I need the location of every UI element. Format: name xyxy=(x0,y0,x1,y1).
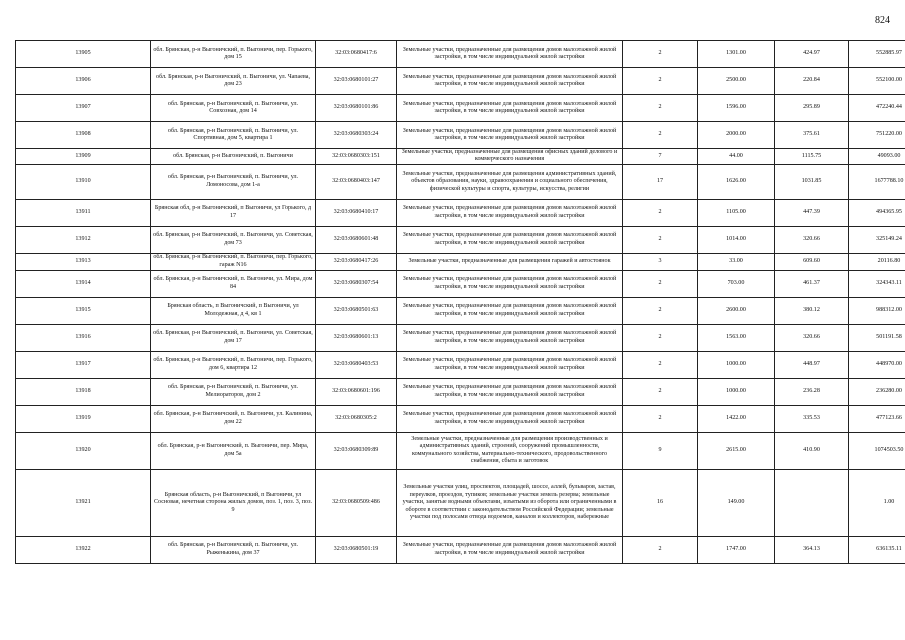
cadastral-value-cell: 448970.00 xyxy=(849,351,905,378)
category-cell: 2 xyxy=(623,405,698,432)
address-cell: обл. Брянская, р-н Выгоничский, п. Выгоничи, ул. Советская, дом 73 xyxy=(151,226,316,253)
address-cell: обл. Брянская, р-н Выгоничский, п. Выгоничи, ул. Мелиораторов, дом 2 xyxy=(151,378,316,405)
specific-value-cell: 295.89 xyxy=(775,95,849,122)
specific-value-cell: 410.90 xyxy=(775,432,849,469)
cadastral-number-cell: 32:03:0680307:54 xyxy=(316,270,397,297)
cadastral-value-cell: 636135.11 xyxy=(849,536,905,563)
area-cell: 1105.00 xyxy=(698,199,775,226)
cadastral-number-cell: 32:03:0680101:27 xyxy=(316,68,397,95)
specific-value-cell xyxy=(775,469,849,536)
land-use-cell: Земельные участки, предназначенные для размещения домов малоэтажной жилой застройки, в том числе индивидуальной жилой застройки xyxy=(397,324,623,351)
cadastral-number-cell: 32:03:0680309:89 xyxy=(316,432,397,469)
cadastral-number-cell: 32:03:0680101:86 xyxy=(316,95,397,122)
land-use-cell: Земельные участки улиц, проспектов, площадей, шоссе, аллей, бульваров, застав, переулков, проездов, тупиков; земельные участки земель резерва; земельные участки, занятые водными объектами, изъятыми из оборота или ограниченными в обороте в соответствии с законодательством Российской Федерации; земельные участки под полосами отвода водоемов, каналов и коллекторов, набережные xyxy=(397,469,623,536)
address-cell: обл. Брянская, р-н Выгоничский, п. Выгоничи, пер. Мира, дом 5а xyxy=(151,432,316,469)
address-cell: обл. Брянская, р-н Выгоничский, п. Выгоничи, пер. Горького, дом 6, квартира 12 xyxy=(151,351,316,378)
land-use-cell: Земельные участки, предназначенные для размещения домов малоэтажной жилой застройки, в том числе индивидуальной жилой застройки xyxy=(397,68,623,95)
land-use-cell: Земельные участки, предназначенные для размещения домов малоэтажной жилой застройки, в том числе индивидуальной жилой застройки xyxy=(397,226,623,253)
table-row xyxy=(16,199,905,226)
cadastral-value-cell: 20116.80 xyxy=(849,253,905,270)
cadastral-number-cell: 32:03:0680601:13 xyxy=(316,324,397,351)
land-use-cell: Земельные участки, предназначенные для размещения домов малоэтажной жилой застройки, в том числе индивидуальной жилой застройки xyxy=(397,351,623,378)
specific-value-cell: 1115.75 xyxy=(775,149,849,165)
specific-value-cell: 448.97 xyxy=(775,351,849,378)
cadastral-value-table xyxy=(15,40,905,564)
address-cell: обл. Брянская, р-н Выгоничский, п. Выгоничи, ул. Мира, дом 84 xyxy=(151,270,316,297)
area-cell: 2500.00 xyxy=(698,68,775,95)
cadastral-value-cell: 1677788.10 xyxy=(849,164,905,199)
specific-value-cell: 236.28 xyxy=(775,378,849,405)
cadastral-value-cell: 236280.00 xyxy=(849,378,905,405)
cadastral-value-cell: 49093.00 xyxy=(849,149,905,165)
table-row xyxy=(16,536,905,563)
address-cell: обл. Брянская, р-н Выгоничский, п. Выгоничи, ул. Ломоносова, дом 1-а xyxy=(151,164,316,199)
category-cell: 2 xyxy=(623,270,698,297)
cadastral-number-cell: 32:03:0680417:26 xyxy=(316,253,397,270)
cadastral-number-cell: 32:03:0680601:196 xyxy=(316,378,397,405)
land-use-cell: Земельные участки, предназначенные для размещения домов малоэтажной жилой застройки, в том числе индивидуальной жилой застройки xyxy=(397,95,623,122)
area-cell: 1301.00 xyxy=(698,41,775,68)
row-number-cell: 13911 xyxy=(16,199,151,226)
specific-value-cell: 380.12 xyxy=(775,297,849,324)
specific-value-cell: 335.53 xyxy=(775,405,849,432)
area-cell: 2615.00 xyxy=(698,432,775,469)
land-use-cell: Земельные участки, предназначенные для размещения домов малоэтажной жилой застройки, в том числе индивидуальной жилой застройки xyxy=(397,297,623,324)
cadastral-value-cell: 1074503.50 xyxy=(849,432,905,469)
table-row xyxy=(16,164,905,199)
row-number-cell: 13906 xyxy=(16,68,151,95)
row-number-cell: 13909 xyxy=(16,149,151,165)
cadastral-value-cell: 477123.66 xyxy=(849,405,905,432)
land-use-cell: Земельные участки, предназначенные для размещения домов малоэтажной жилой застройки, в том числе индивидуальной жилой застройки xyxy=(397,270,623,297)
cadastral-value-cell: 751220.00 xyxy=(849,122,905,149)
row-number-cell: 13915 xyxy=(16,297,151,324)
cadastral-value-cell: 324343.11 xyxy=(849,270,905,297)
cadastral-value-cell: 325149.24 xyxy=(849,226,905,253)
row-number-cell: 13922 xyxy=(16,536,151,563)
cadastral-number-cell: 32:03:0680303:151 xyxy=(316,149,397,165)
row-number-cell: 13918 xyxy=(16,378,151,405)
cadastral-number-cell: 32:03:0680501:19 xyxy=(316,536,397,563)
specific-value-cell: 375.61 xyxy=(775,122,849,149)
land-use-cell: Земельные участки, предназначенные для размещения домов малоэтажной жилой застройки, в том числе индивидуальной жилой застройки xyxy=(397,536,623,563)
category-cell: 2 xyxy=(623,226,698,253)
area-cell: 1747.00 xyxy=(698,536,775,563)
category-cell: 2 xyxy=(623,122,698,149)
area-cell: 1014.00 xyxy=(698,226,775,253)
row-number-cell: 13905 xyxy=(16,41,151,68)
row-number-cell: 13908 xyxy=(16,122,151,149)
page-number: 824 xyxy=(875,15,890,26)
row-number-cell: 13907 xyxy=(16,95,151,122)
row-number-cell: 13920 xyxy=(16,432,151,469)
land-use-cell: Земельные участки, предназначенные для размещения домов малоэтажной жилой застройки, в том числе индивидуальной жилой застройки xyxy=(397,41,623,68)
table-row xyxy=(16,297,905,324)
land-use-cell: Земельные участки, предназначенные для размещения домов малоэтажной жилой застройки, в том числе индивидуальной жилой застройки xyxy=(397,122,623,149)
area-cell: 1563.00 xyxy=(698,324,775,351)
land-use-cell: Земельные участки, предназначенные для размещения производственных и административных зданий, строений, сооружений промышленности, коммунального хозяйства, материально-технического, продовольственного снабжения, сбыта и заготовок xyxy=(397,432,623,469)
land-use-cell: Земельные участки, предназначенные для размещения домов малоэтажной жилой застройки, в том числе индивидуальной жилой застройки xyxy=(397,405,623,432)
area-cell: 1000.00 xyxy=(698,351,775,378)
cadastral-number-cell: 32:03:0680417:6 xyxy=(316,41,397,68)
address-cell: обл. Брянская, р-н Выгоничский, п. Выгоничи, ул. Спортивная, дом 5, квартира 1 xyxy=(151,122,316,149)
specific-value-cell: 1031.85 xyxy=(775,164,849,199)
cadastral-number-cell: 32:03:0680403:147 xyxy=(316,164,397,199)
category-cell: 2 xyxy=(623,95,698,122)
area-cell: 1000.00 xyxy=(698,378,775,405)
specific-value-cell: 447.39 xyxy=(775,199,849,226)
area-cell: 149.00 xyxy=(698,469,775,536)
category-cell: 2 xyxy=(623,199,698,226)
table-row xyxy=(16,469,905,536)
row-number-cell: 13910 xyxy=(16,164,151,199)
land-use-cell: Земельные участки, предназначенные для размещения гаражей и автостоянок xyxy=(397,253,623,270)
address-cell: Брянская обл, р-н Выгоничский, п Выгоничи, ул Горького, д 17 xyxy=(151,199,316,226)
address-cell: обл. Брянская, р-н Выгоничский, п. Выгоничи, ул. Советская, дом 17 xyxy=(151,324,316,351)
cadastral-number-cell: 32:03:0680303:24 xyxy=(316,122,397,149)
row-number-cell: 13912 xyxy=(16,226,151,253)
row-number-cell: 13916 xyxy=(16,324,151,351)
area-cell: 1422.00 xyxy=(698,405,775,432)
category-cell: 2 xyxy=(623,378,698,405)
category-cell: 2 xyxy=(623,297,698,324)
area-cell: 2600.00 xyxy=(698,297,775,324)
area-cell: 33.00 xyxy=(698,253,775,270)
table-row xyxy=(16,149,905,165)
cadastral-number-cell: 32:03:0680601:48 xyxy=(316,226,397,253)
cadastral-value-cell: 1.00 xyxy=(849,469,905,536)
category-cell: 2 xyxy=(623,41,698,68)
category-cell: 17 xyxy=(623,164,698,199)
category-cell: 2 xyxy=(623,351,698,378)
specific-value-cell: 320.66 xyxy=(775,226,849,253)
address-cell: Брянская область, п Выгоничский, п Выгоничи, ул Молодежная, д 4, кв 1 xyxy=(151,297,316,324)
address-cell: обл. Брянская, р-н Выгоничский, п. Выгоничи xyxy=(151,149,316,165)
category-cell: 2 xyxy=(623,536,698,563)
category-cell: 7 xyxy=(623,149,698,165)
table-row xyxy=(16,122,905,149)
address-cell: обл. Брянская, р-н Выгоничский, п. Выгоничи, пер. Горького, гараж N16 xyxy=(151,253,316,270)
land-use-cell: Земельные участки, предназначенные для размещения домов малоэтажной жилой застройки, в том числе индивидуальной жилой застройки xyxy=(397,199,623,226)
row-number-cell: 13913 xyxy=(16,253,151,270)
specific-value-cell: 424.97 xyxy=(775,41,849,68)
land-use-cell: Земельные участки, предназначенные для размещения офисных зданий делового и коммерческого назначения xyxy=(397,149,623,165)
cadastral-number-cell: 32:03:0680410:17 xyxy=(316,199,397,226)
table-row xyxy=(16,226,905,253)
row-number-cell: 13921 xyxy=(16,469,151,536)
land-use-cell: Земельные участки, предназначенные для размещения домов малоэтажной жилой застройки, в том числе индивидуальной жилой застройки xyxy=(397,378,623,405)
cadastral-number-cell: 32:03:0680305:2 xyxy=(316,405,397,432)
category-cell: 16 xyxy=(623,469,698,536)
area-cell: 2000.00 xyxy=(698,122,775,149)
specific-value-cell: 461.37 xyxy=(775,270,849,297)
table-row xyxy=(16,253,905,270)
table-row xyxy=(16,405,905,432)
table-row xyxy=(16,432,905,469)
cadastral-number-cell: 32:03:0680403:53 xyxy=(316,351,397,378)
area-cell: 1596.00 xyxy=(698,95,775,122)
table-row xyxy=(16,41,905,68)
row-number-cell: 13919 xyxy=(16,405,151,432)
cadastral-number-cell: 32:03:0680501:63 xyxy=(316,297,397,324)
table-row xyxy=(16,68,905,95)
table-row xyxy=(16,95,905,122)
category-cell: 2 xyxy=(623,68,698,95)
cadastral-value-cell: 501191.58 xyxy=(849,324,905,351)
table-row xyxy=(16,270,905,297)
cadastral-value-cell: 552885.97 xyxy=(849,41,905,68)
cadastral-value-cell: 494365.95 xyxy=(849,199,905,226)
cadastral-value-cell: 988312.00 xyxy=(849,297,905,324)
table-row xyxy=(16,324,905,351)
area-cell: 703.00 xyxy=(698,270,775,297)
specific-value-cell: 364.13 xyxy=(775,536,849,563)
land-use-cell: Земельные участки, предназначенные для размещения административных зданий, объектов образования, науки, здравоохранения и социального обеспечения, физической культуры и спорта, культуры, искусства, религии xyxy=(397,164,623,199)
address-cell: обл. Брянская, р-н Выгоничский, п. Выгоничи, ул. Калинина, дом 22 xyxy=(151,405,316,432)
category-cell: 2 xyxy=(623,324,698,351)
row-number-cell: 13917 xyxy=(16,351,151,378)
cadastral-value-cell: 472240.44 xyxy=(849,95,905,122)
area-cell: 44.00 xyxy=(698,149,775,165)
row-number-cell: 13914 xyxy=(16,270,151,297)
specific-value-cell: 220.84 xyxy=(775,68,849,95)
specific-value-cell: 609.60 xyxy=(775,253,849,270)
address-cell: Брянская область, р-н Выгоничский, п Выгоничи, ул Сосновая, нечетная сторона жилых домов, поз. 1, поз. 3, поз. 9 xyxy=(151,469,316,536)
address-cell: обл. Брянская, р-н Выгоничский, п. Выгоничи, ул. Рыженькина, дом 37 xyxy=(151,536,316,563)
table-row xyxy=(16,351,905,378)
specific-value-cell: 320.66 xyxy=(775,324,849,351)
area-cell: 1626.00 xyxy=(698,164,775,199)
address-cell: обл. Брянская, р-н Выгоничский, п. Выгоничи, ул. Совхозная, дом 14 xyxy=(151,95,316,122)
address-cell: обл. Брянская, р-н Выгоничский, п. Выгоничи, ул. Чапаева, дом 23 xyxy=(151,68,316,95)
table-row xyxy=(16,378,905,405)
address-cell: обл. Брянская, р-н Выгоничский, п. Выгоничи, пер. Горького, дом 15 xyxy=(151,41,316,68)
cadastral-number-cell: 32:03:0680509:486 xyxy=(316,469,397,536)
category-cell: 3 xyxy=(623,253,698,270)
category-cell: 9 xyxy=(623,432,698,469)
cadastral-value-cell: 552100.00 xyxy=(849,68,905,95)
